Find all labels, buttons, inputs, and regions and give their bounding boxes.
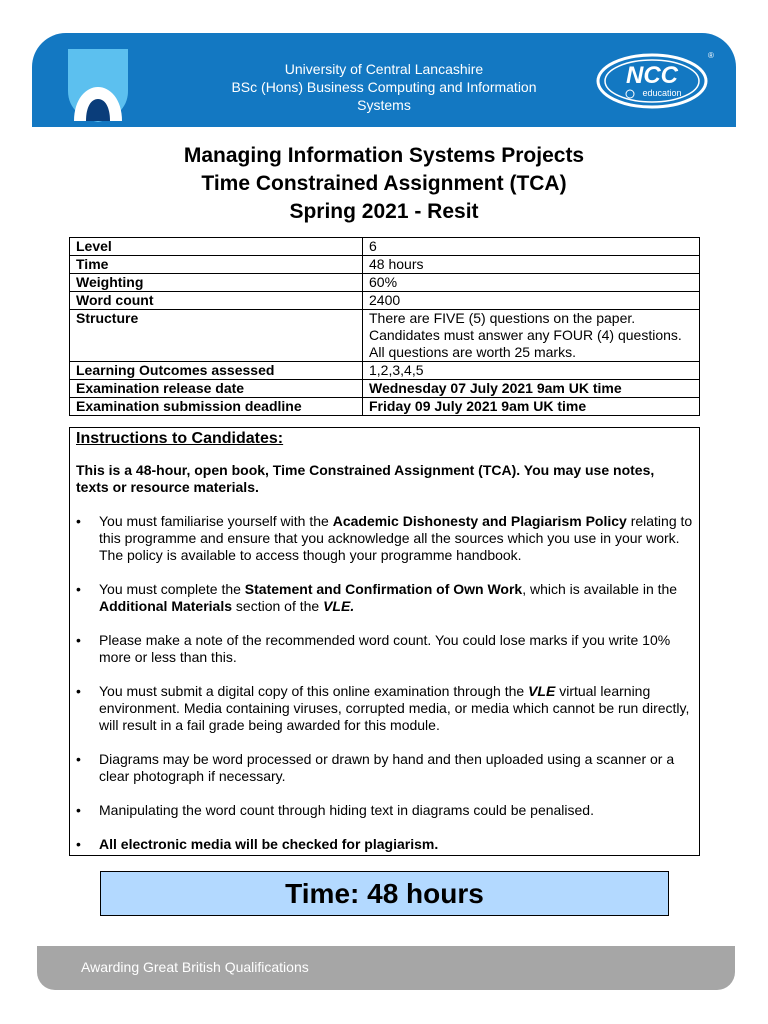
document-titles	[0, 142, 768, 226]
university-name: University of Central Lancashire	[284, 61, 484, 77]
table-label: Examination submission deadline	[70, 398, 363, 416]
table-label: Learning Outcomes assessed	[70, 362, 363, 380]
instruction-text: You must familiarise yourself with the Academic Dishonesty and Plagiarism Policy relating to this programme and ensure that you acknowledge all the sources which you use in your work. The policy is available to access though your programme handbook.	[99, 513, 693, 563]
table-value: 48 hours	[363, 256, 700, 274]
table-value: 2400	[363, 292, 700, 310]
vle-label: VLE	[528, 683, 556, 699]
table-value: Friday 09 July 2021 9am UK time	[363, 398, 700, 416]
additional-materials: Additional Materials	[99, 598, 233, 614]
vle-label: VLE.	[323, 598, 355, 614]
instruction-text: Please make a note of the recommended word count. You could lose marks if you write 10% more or less than this.	[99, 632, 671, 665]
programme-name: BSc (Hons) Business Computing and Information	[231, 79, 537, 95]
session-title: Spring 2021 - Resit	[289, 200, 479, 223]
ncc-education-logo	[594, 49, 714, 111]
table-label: Examination release date	[70, 380, 363, 398]
instruction-text: You must submit a digital copy of this online examination through the VLE virtual learning environment. Media containing viruses, corrupted media, or media which cannot be run directly, will result in a fail grade being awarded for this module.	[99, 683, 690, 733]
bullet-icon: •	[76, 802, 81, 818]
policy-name: Academic Dishonesty and Plagiarism Policy	[332, 513, 627, 529]
table-row	[70, 256, 700, 274]
table-row	[70, 310, 700, 362]
table-label: Word count	[70, 292, 363, 310]
table-row	[70, 362, 700, 380]
bullet-icon: •	[76, 751, 81, 767]
footer-band	[37, 946, 735, 990]
table-value: Wednesday 07 July 2021 9am UK time	[363, 380, 700, 398]
instructions-box	[69, 427, 700, 856]
footer-tagline: Awarding Great British Qualifications	[81, 959, 309, 975]
table-label: Weighting	[70, 274, 363, 292]
instruction-text: All electronic media will be checked for plagiarism.	[99, 836, 439, 852]
bullet-icon: •	[76, 513, 81, 529]
table-value: 60%	[363, 274, 700, 292]
statement-name: Statement and Confirmation of Own Work	[244, 581, 523, 597]
table-label: Structure	[70, 310, 363, 362]
header-text	[202, 60, 566, 114]
assignment-title: Time Constrained Assignment (TCA)	[201, 172, 567, 195]
time-banner: Time: 48 hours	[100, 871, 669, 916]
table-row	[70, 274, 700, 292]
ncc-logo-text: NCC	[626, 62, 678, 89]
instruction-text: Diagrams may be word processed or drawn by hand and then uploaded using a scanner or a clear photograph if necessary.	[99, 751, 675, 784]
instructions-intro: This is a 48-hour, open book, Time Constrained Assignment (TCA). You may use notes, texts or resource materials.	[76, 462, 655, 495]
table-label: Level	[70, 238, 363, 256]
registered-mark: ®	[708, 51, 714, 60]
table-value: 1,2,3,4,5	[363, 362, 700, 380]
assessment-info-table	[69, 237, 700, 416]
instruction-text: You must complete the Statement and Confirmation of Own Work, which is available in the Additional Materials section of the VLE.	[99, 581, 678, 614]
bullet-icon: •	[76, 632, 81, 648]
module-title: Managing Information Systems Projects	[183, 144, 585, 167]
bullet-icon: •	[76, 836, 81, 852]
ncc-logo-subtext: education	[642, 88, 682, 98]
table-row	[70, 380, 700, 398]
university-shield-logo	[66, 47, 130, 123]
table-row	[70, 292, 700, 310]
table-row	[70, 238, 700, 256]
table-value: There are FIVE (5) questions on the paper. Candidates must answer any FOUR (4) questions. All questions are worth 25 marks.	[363, 310, 700, 362]
table-row	[70, 398, 700, 416]
table-label: Time	[70, 256, 363, 274]
header-banner	[32, 33, 736, 127]
programme-name-cont: Systems	[357, 97, 411, 113]
bullet-icon: •	[76, 581, 81, 597]
instruction-text: Manipulating the word count through hiding text in diagrams could be penalised.	[99, 802, 594, 818]
instructions-heading: Instructions to Candidates:	[76, 430, 284, 447]
table-value: 6	[363, 238, 700, 256]
bullet-icon: •	[76, 683, 81, 699]
